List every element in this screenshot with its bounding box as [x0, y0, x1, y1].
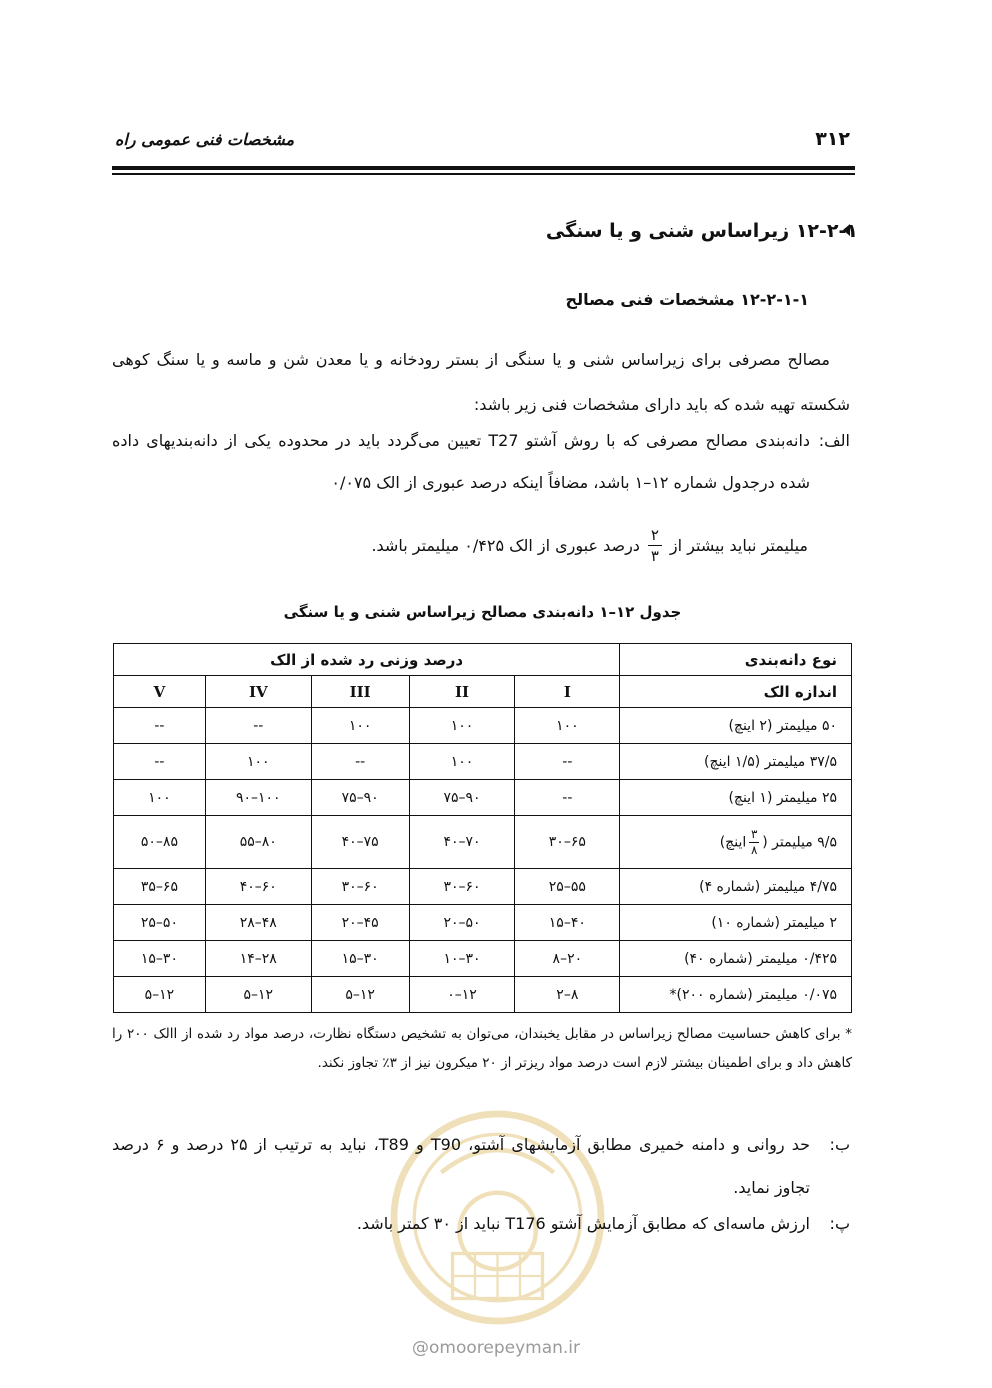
- column-header: IV: [205, 676, 311, 708]
- table-cell: ۱۵–۳۰: [311, 941, 409, 977]
- sieve-text-fragment: اینچ): [719, 834, 747, 850]
- item-alef-last-line: [371, 527, 808, 564]
- fraction-bar: [648, 545, 662, 546]
- table-cell: --: [114, 744, 206, 780]
- page-number: ۳۱۲: [815, 128, 850, 150]
- fraction-denominator: ۳: [650, 547, 659, 565]
- sieve-size-cell: ۳۷/۵ میلیمتر (۱/۵ اینچ): [620, 744, 852, 780]
- table-cell: ۱۰۰: [409, 708, 515, 744]
- table-cell: ۴۰–۶۰: [205, 869, 311, 905]
- header-rule-thin: [112, 173, 855, 175]
- table-cell: ۳۵–۶۵: [114, 869, 206, 905]
- item-pe: [112, 1209, 850, 1239]
- item-label: الف:: [818, 431, 850, 450]
- fraction-numerator: ۲: [650, 526, 659, 544]
- section-heading: ۱۲-۲-۱ زیراساس شنی و یا سنگی: [545, 220, 858, 242]
- table-cell: ۳۰–۶۰: [409, 869, 515, 905]
- table-cell: ۱۴–۲۸: [205, 941, 311, 977]
- table-cell: ۱۰۰: [311, 708, 409, 744]
- table-footnote: [112, 1020, 852, 1078]
- table-cell: ۰–۱۲: [409, 977, 515, 1013]
- table-row: [114, 977, 852, 1013]
- table-cell: ۴۰–۷۰: [409, 816, 515, 869]
- table-row: [114, 744, 852, 780]
- item-text: ارزش ماسه‌ای که مطابق آزمایش آشتو T176 نباید از ۳۰ کمتر باشد.: [356, 1214, 810, 1233]
- table-cell: ۳۰–۶۵: [515, 816, 620, 869]
- fraction: [648, 527, 662, 564]
- table-cell: ۱۰۰: [409, 744, 515, 780]
- table-cell: ۵–۱۲: [114, 977, 206, 1013]
- table-cell: --: [515, 744, 620, 780]
- table-row: [114, 780, 852, 816]
- text-fragment: درصد عبوری از الک ۰/۴۲۵ میلیمتر باشد.: [371, 536, 640, 555]
- sieve-size-cell: ۰/۴۲۵ میلیمتر (شماره ۴۰): [620, 941, 852, 977]
- table-cell: ۱۰۰: [515, 708, 620, 744]
- table-cell: ۵–۱۲: [311, 977, 409, 1013]
- item-label: ب:: [829, 1135, 850, 1154]
- table-cell: ۴۰–۷۵: [311, 816, 409, 869]
- table-cell: ۱۵–۴۰: [515, 905, 620, 941]
- table-cell: ۲۵–۵۵: [515, 869, 620, 905]
- item-text: حد روانی و دامنه خمیری مطابق آزمایشهای آشتو، T90 و T89، نباید به ترتیب از ۲۵ درصد و ۶ درصد تجاوز نماید.: [112, 1135, 810, 1197]
- table-row: [114, 708, 852, 744]
- table-cell: ۱۰–۳۰: [409, 941, 515, 977]
- sieve-size-cell: ۲۵ میلیمتر (۱ اینچ): [620, 780, 852, 816]
- watermark-site: @omoorepeyman.ir: [411, 1338, 581, 1358]
- table-cell: ۲۵–۵۰: [114, 905, 206, 941]
- table-cell: ۲–۸: [515, 977, 620, 1013]
- sieve-header: اندازه الک: [620, 676, 852, 708]
- table-row: [114, 905, 852, 941]
- percent-header: درصد وزنی رد شده از الک: [114, 644, 620, 676]
- column-header: V: [114, 676, 206, 708]
- table-row: [114, 816, 852, 869]
- header-rule-thick: [112, 166, 855, 170]
- sub-heading: ۱۲-۲-۱-۱ مشخصات فنی مصالح: [565, 290, 809, 309]
- fraction: [749, 828, 759, 857]
- table-cell: ۹۰–۱۰۰: [205, 780, 311, 816]
- table-cell: ۵–۱۲: [205, 977, 311, 1013]
- sieve-text-fragment: ۹/۵ میلیمتر (: [762, 834, 837, 850]
- sieve-size-cell: ۵۰ میلیمتر (۲ اینچ): [620, 708, 852, 744]
- table-row: [114, 941, 852, 977]
- item-label: پ:: [829, 1214, 850, 1233]
- table-cell: ۵۰–۸۵: [114, 816, 206, 869]
- column-header: I: [515, 676, 620, 708]
- table-cell: ۱۰۰: [114, 780, 206, 816]
- type-header: نوع دانه‌بندی: [620, 644, 852, 676]
- table-cell: ۸–۲۰: [515, 941, 620, 977]
- column-header: III: [311, 676, 409, 708]
- table-cell: ۲۰–۴۵: [311, 905, 409, 941]
- item-be: [112, 1123, 850, 1209]
- table-cell: ۱۰۰: [205, 744, 311, 780]
- item-text: دانه‌بندی مصالح مصرفی که با روش آشتو T27 تعیین می‌گردد باید در محدوده یکی از دانه‌بندیهای داده شده درجدول شماره ۱۲–۱ باشد، مضافاً اینکه درصد عبوری از الک ۰/۰۷۵: [112, 431, 811, 492]
- fraction-denominator: ۸: [751, 842, 758, 857]
- table-caption: جدول ۱۲–۱ دانه‌بندی مصالح زیراساس شنی و یا سنگی: [283, 603, 682, 621]
- table-row: [114, 869, 852, 905]
- table-cell: --: [311, 744, 409, 780]
- intro-paragraph: مصالح مصرفی برای زیراساس شنی و یا سنگی از بستر رودخانه و یا معدن شن و ماسه و یا سنگ کوهی شکسته تهیه شده که باید دارای مشخصات فنی زیر باشد:: [112, 350, 850, 414]
- table-cell: ۲۰–۵۰: [409, 905, 515, 941]
- table-cell: ۱۵–۳۰: [114, 941, 206, 977]
- table-cell: --: [114, 708, 206, 744]
- table-cell: ۷۵–۹۰: [409, 780, 515, 816]
- sieve-size-cell: ۴/۷۵ میلیمتر (شماره ۴): [620, 869, 852, 905]
- footnote-star: *: [845, 1026, 852, 1042]
- footnote-text: برای کاهش حساسیت مصالح زیراساس در مقابل یخبندان، می‌توان به تشخیص دستگاه نظارت، درصد مواد رد شده از االک ۲۰۰ را کاهش داد و برای اطمینان بیشتر لازم است درصد مواد ریزتر از ۲۰ میکرون نیز از ۳٪ تجاوز نکند.: [112, 1026, 852, 1071]
- item-alef: [112, 420, 850, 504]
- table-cell: --: [205, 708, 311, 744]
- table-cell: ۳۰–۶۰: [311, 869, 409, 905]
- fraction-numerator: ۳: [751, 826, 758, 841]
- sieve-size-cell: [620, 816, 852, 869]
- column-header: II: [409, 676, 515, 708]
- table-cell: ۷۵–۹۰: [311, 780, 409, 816]
- table-cell: ۵۵–۸۰: [205, 816, 311, 869]
- gradation-table: [113, 643, 852, 1013]
- text-fragment: میلیمتر نباید بیشتر از: [669, 536, 808, 555]
- sieve-size-cell: ۰/۰۷۵ میلیمتر (شماره ۲۰۰)*: [620, 977, 852, 1013]
- sieve-size-cell: ۲ میلیمتر (شماره ۱۰): [620, 905, 852, 941]
- table-cell: ۲۸–۴۸: [205, 905, 311, 941]
- running-header-title: مشخصات فنی عمومی راه: [115, 130, 295, 149]
- table-cell: --: [515, 780, 620, 816]
